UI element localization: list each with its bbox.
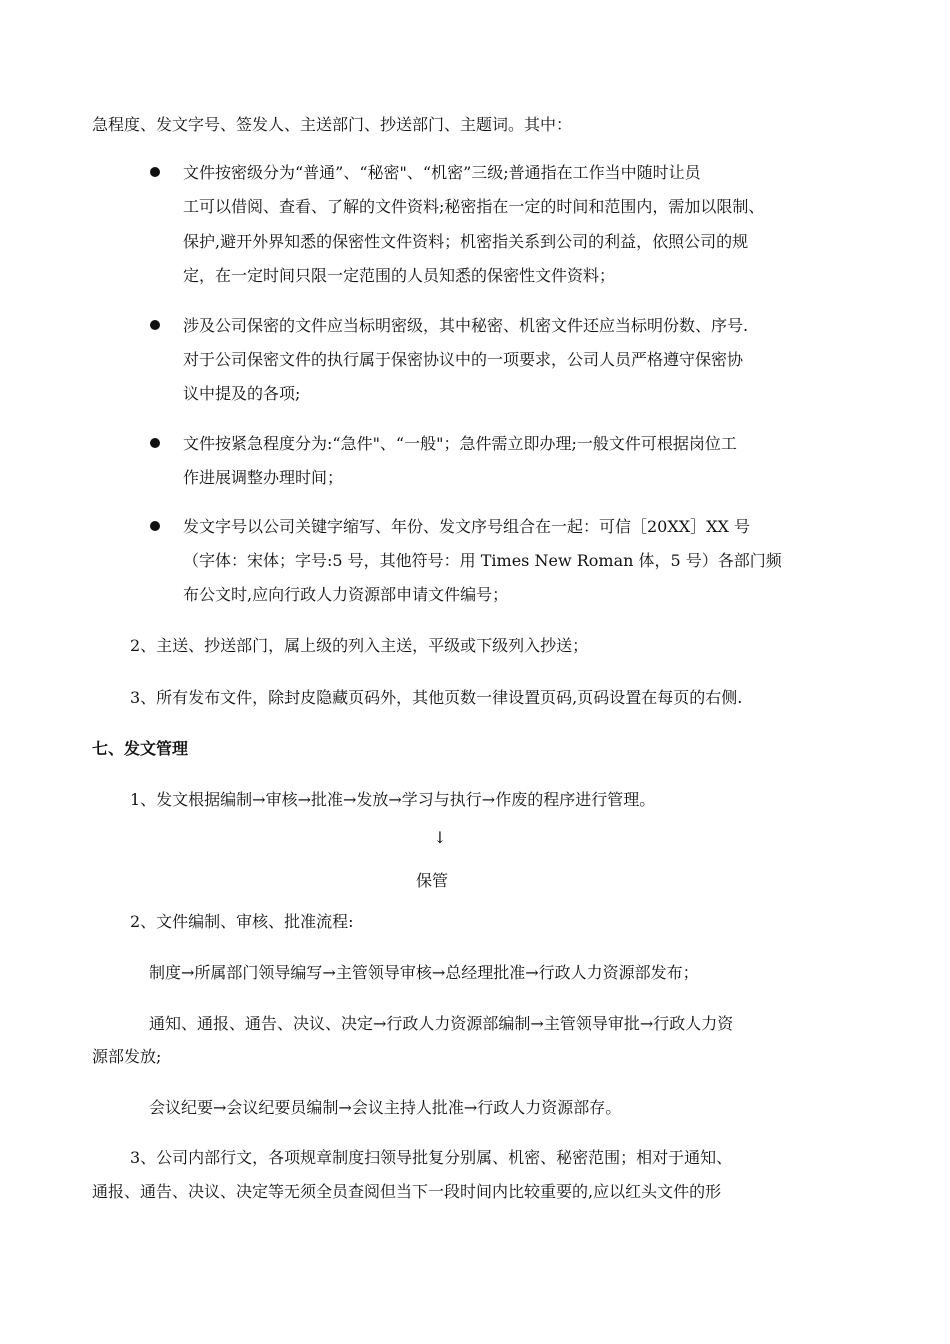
bullet-3-line-1: 文件按紧急程度分为:“急件"、“一般"；急件需立即办理;一般文件可根据岗位工 — [183, 434, 737, 453]
flow-3: 会议纪要→会议纪要员编制→会议主持人批准→行政人力资源部存。 — [149, 1098, 622, 1117]
bullet-2-line-2: 对于公司保密文件的执行属于保密协议中的一项要求，公司人员严格遵守保密协 — [183, 350, 744, 369]
bullet-1-line-4: 定，在一定时间只限一定范围的人员知悉的保密性文件资料； — [183, 266, 616, 285]
bullet-4-line-3: 布公文时,应向行政人力资源部申请文件编号； — [183, 585, 509, 604]
bullet-dot — [150, 438, 160, 448]
intro-line: 急程度、发文字号、签发人、主送部门、抄送部门、主题词。其中： — [92, 115, 573, 134]
section-heading: 七、发文管理 — [92, 739, 189, 758]
bullet-dot — [150, 320, 160, 330]
flow-1: 制度→所属部门领导编写→主管领导审核→总经理批准→行政人力资源部发布； — [149, 963, 699, 982]
bullet-2-line-3: 议中提及的各项; — [183, 384, 301, 403]
bullet-1-line-1: 文件按密级分为“普通”、“秘密"、“机密”三级;普通指在工作当中随时让员 — [183, 163, 701, 182]
bullet-4-line-2: （字体：宋体；字号:5 号，其他符号：用 Times New Roman 体，5 号）各部门频 — [183, 551, 782, 570]
item-2: 2、主送、抄送部门，属上级的列入主送，平级或下级列入抄送； — [130, 636, 589, 655]
bullet-2-line-1: 涉及公司保密的文件应当标明密级，其中秘密、机密文件还应当标明份数、序号. — [183, 316, 749, 335]
section-7-item-3-line-2: 通报、通告、决议、决定等无须全员查阅但当下一段时间内比较重要的,应以红头文件的形 — [92, 1182, 722, 1201]
section-7-item-1: 1、发文根据编制→审核→批准→发放→学习与执行→作废的程序进行管理。 — [130, 790, 656, 809]
bullet-3-line-2: 作进展调整办理时间； — [183, 468, 344, 487]
section-7-item-3-line-1: 3、公司内部行文，各项规章制度扫领导批复分别属、机密、秘密范围；相对于通知、 — [130, 1148, 733, 1167]
section-7-item-2: 2、文件编制、审核、批准流程: — [130, 912, 354, 931]
flow-2-line-1: 通知、通报、通告、决议、决定→行政人力资源部编制→主管领导审批→行政人力资 — [149, 1014, 734, 1033]
bullet-dot — [150, 521, 160, 531]
flow-2-line-2: 源部发放; — [92, 1047, 162, 1066]
bullet-4-line-1: 发文字号以公司关键字缩写、年份、发文序号组合在一起：可信［20XX］XX 号 — [183, 517, 751, 536]
item-3: 3、所有发布文件，除封皮隐藏页码外，其他页数一律设置页码,页码设置在每页的右侧. — [130, 688, 743, 707]
storage-label: 保管 — [416, 871, 449, 890]
bullet-1-line-3: 保护,避开外界知悉的保密性文件资料；机密指关系到公司的利益，依照公司的规 — [183, 232, 749, 251]
bullet-dot — [150, 167, 160, 177]
down-arrow: ↓ — [433, 828, 447, 847]
bullet-1-line-2: 工可以借阅、查看、了解的文件资料;秘密指在一定的时间和范围内，需加以限制、 — [183, 197, 765, 216]
